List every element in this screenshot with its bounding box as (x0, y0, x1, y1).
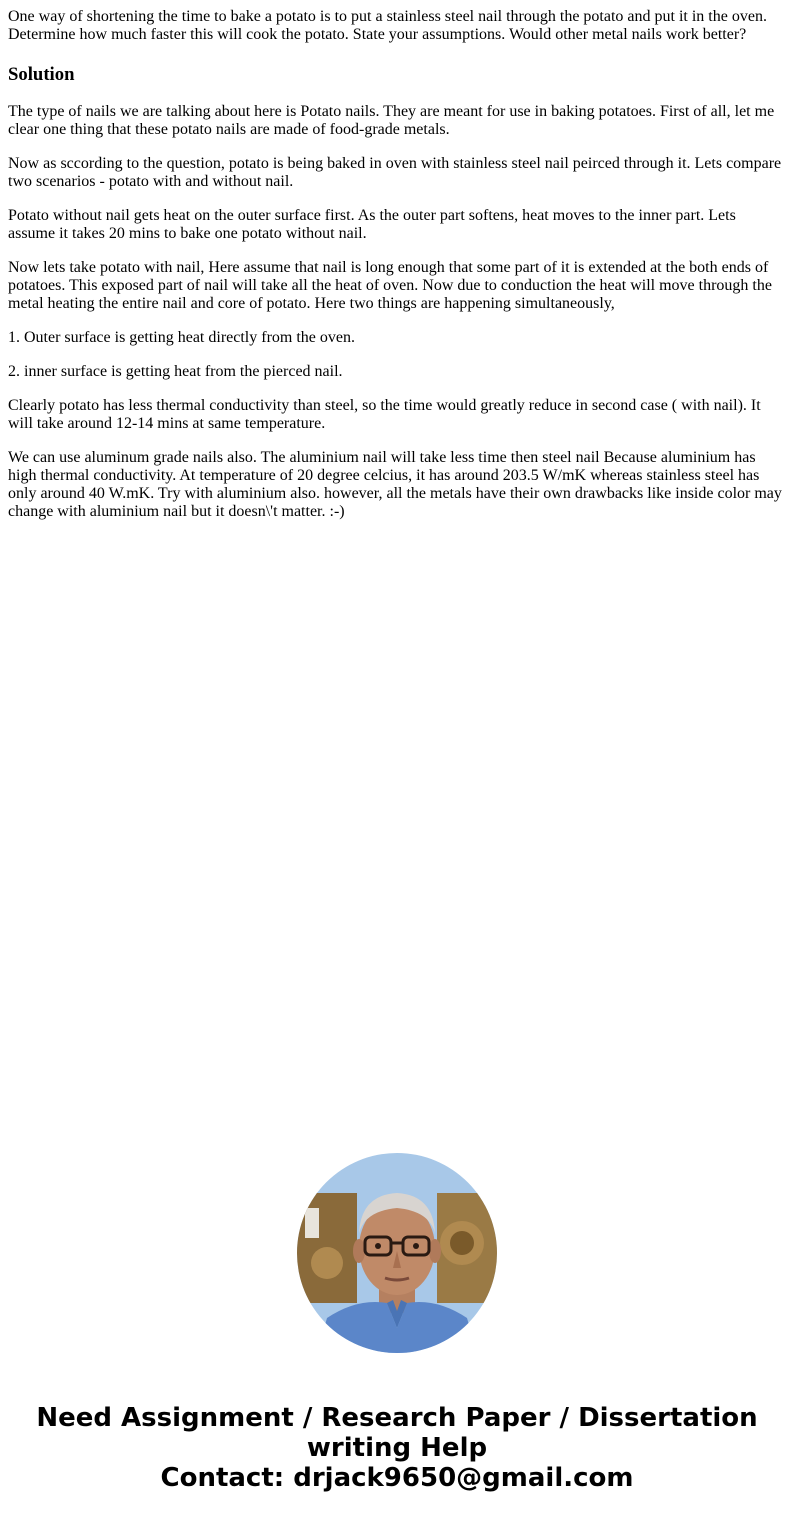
promo-line: writing Help (306, 1433, 488, 1463)
solution-paragraph: Now as sccording to the question, potato is being baked in oven with stainless steel nail peirced through it. Lets compare two scenarios - potato with and without nail. (8, 155, 782, 190)
promo-contact: Contact: drjack9650@gmail.com (160, 1463, 634, 1493)
solution-heading: Solution (8, 64, 75, 85)
solution-step: 1. Outer surface is getting heat directly from the oven. (8, 329, 355, 346)
solution-paragraph: The type of nails we are talking about here is Potato nails. They are meant for use in baking potatoes. First of all, let me clear one thing that these potato nails are made of food-grade metals. (8, 103, 775, 138)
question-text: One way of shortening the time to bake a potato is to put a stainless steel nail through the potato and put it in the oven. Determine how much faster this will cook the potato. State your assumptions. Would other metal nails work better? (8, 8, 767, 43)
solution-paragraph: Now lets take potato with nail, Here assume that nail is long enough that some part of it is extended at the both ends of potatoes. This exposed part of nail will take all the heat of oven. Now due to conduction the heat will move through the metal heating the entire nail and core of potato. Here two things are happening simultaneously, (8, 259, 772, 312)
promo-line: Need Assignment / Research Paper / Dissertation (36, 1403, 758, 1433)
solution-paragraph: Potato without nail gets heat on the outer surface first. As the outer part softens, heat moves to the inner part. Lets assume it takes 20 mins to bake one potato without nail. (8, 207, 736, 242)
article (8, 8, 786, 537)
promo-banner (0, 1403, 794, 1493)
solution-paragraph: We can use aluminum grade nails also. The aluminium nail will take less time then steel nail Because aluminium has high thermal conductivity. At temperature of 20 degree celcius, it has around 203.5 W/mK whereas stainless steel has only around 40 W.mK. Try with aluminium also. however, all the metals have their own drawbacks like inside color may change with aluminium nail but it doesn\'t matter. :-) (8, 449, 782, 520)
solution-paragraph: Clearly potato has less thermal conductivity than steel, so the time would greatly reduce in second case ( with nail). It will take around 12-14 mins at same temperature. (8, 397, 761, 432)
solution-step: 2. inner surface is getting heat from the pierced nail. (8, 363, 343, 380)
author-avatar (297, 1153, 497, 1353)
